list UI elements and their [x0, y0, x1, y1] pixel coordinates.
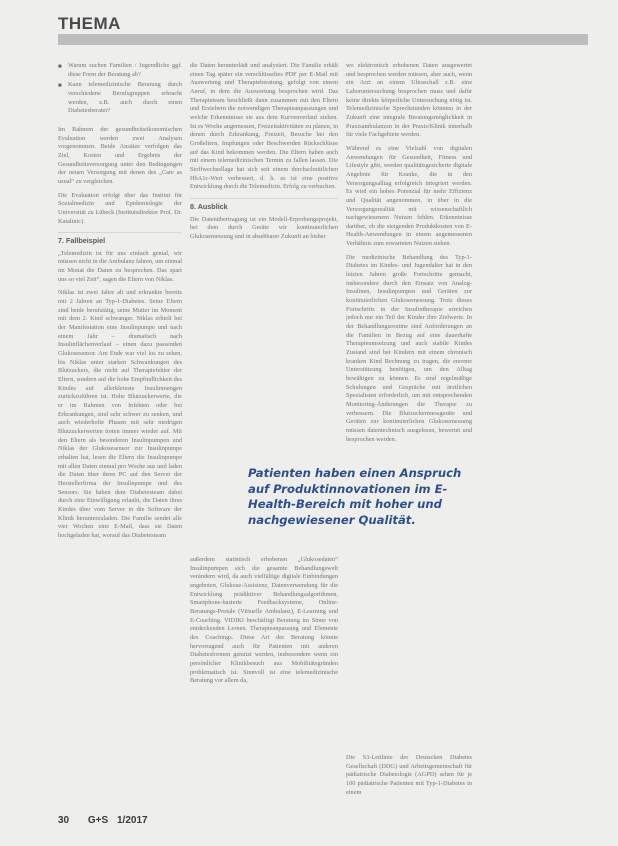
paragraph: außerdem statistisch erhobenen „Glukosedaten“ Insulinpumpen sich die gesamte Behandlungswelt verändern wird, da auch vielfältige digitale Einbindungen angeboten, Glukose-Assistenz, Datenverwendung für die Entwicklung prädiktiver Behandlungsalgorithmen, Smartphone-basierte Feedbacksysteme, Online-Beratungs-Portale (Virtuelle Ambulanz), E-Learning und E-Coaching. VIDIKI beschäftigt Beratung im Sinne von entdeckenden Lernen. Therapieanpassung und Elemente des Coachings. Diese Art der Beratung könnte hervorragend auch für Patienten mit anderen Diabetesformen genutzt werden, insbesondere wenn ein persönlicher Klinikbesuch aus Mobilitätsgründen problematisch ist. Sinnvoll ist eine telemedizinische Beratung vor allem da, — [190, 556, 338, 685]
paragraph: Die Datenübertragung ist ein Modell-Erprobungsprojekt, bei dem durch Geräte wir kontinuierlichen Glukosemessung und in absehbarer Zukunft an bisher — [190, 215, 338, 240]
paragraph: Im Rahmen der gesundheitsökonomischen Evaluation werden zwei Analysen vorgenommen. Beide Ansätze verfolgen das Ziel, Kosten und Ergebnis der Gesundheitsversorgung unter den Bedingungen der neuen Versorgung mit denen des „Care as usual“ zu vergleichen. — [58, 125, 182, 185]
column-2-bottom — [190, 556, 338, 691]
quote-paragraph: „Telemedizin ist für uns einfach genial, wir müssen nicht in die Ambulanz fahren, um einmal im Monat die Daten zu besprechen. Das spart uns so viel Zeit“, sagen die Eltern von Niklas. — [58, 249, 182, 283]
paragraph: Niklas ist zwei Jahre alt und erkrankte bereits mit 2 Jahren an Typ-1-Diabetes. Seine Eltern sind beide berufstätig, seine Mutter im Moment mit dem 2. Kind schwanger. Niklas erhielt bei der Manifestation eine Insulinpumpe und nach einem Jahr – dramatisch nach Insulinflächenverlauf – einen dazu passenden Glukosesensor. Am Ende war viel los zu sehen, bis Niklas unter starken Schwankungen des Blutzuckers, die nicht auf Therapiefehler der Eltern, sondern auf die hohe Empfindlichkeit des Kindes auf allerkleinste Insulinmengen zurückzuführen ist. Hohe Blutzuckerwerte, die er im Rahmen von Infekten oder bei Erkrankungen, sind sehr schwer zu senken, und auch wiederholte Phasen mit sehr niedrigen Blutzuckerwerten treten immer wieder auf. Mit den Eltern als besonderen Insulinpumpen und Niklas der Glukosesensor zur Insulinpumpe erhalten hat, lesen die Eltern die Insulinpumpe mit allen Daten einmal pro Woche aus und laden die Daten über ihren PC auf den Server der Herstellerfirma der Insulinpumpe und des Sensors. Sie haben dem Diabetesteam dabei durch eine Einwilligung erlaubt, die Daten ihres Kindes über vom Server in die Software der Klinik herunterzuladen. Die Familie sendet alle vier Wochen eine E-Mail, dass sie Daten hochgeladen hat, worauf das Diabetesteam — [58, 289, 182, 539]
section-label: THEMA — [58, 14, 121, 33]
paragraph: wo elektronisch erhobenen Daten ausgewertet und besprochen werden müssen, aber auch, wenn ein Arzt an einem Ultraschall z.B. eine Laboruntersuchung besprochen muss und dafür keine direkte körperliche Untersuchung nötig ist. Telemedizinische Sprechstunden könnten in der Zukunft eine integrale Beratungsmöglichkeit in Praxisambulanzen in der Praxis/Klinik innerhalb für viele Fachgebiete werden. — [346, 62, 472, 139]
paragraph: die Daten herunterlädt und analysiert. Die Familie erhält einen Tag später ein verschlüsseltes PDF per E-Mail mit Auswertung und Therapieberatung, gefolgt von einem Anruf, in dem die Auswertung besprochen wird. Das Therapieteam beschließt dann zusammen mit den Eltern und Erziehern die notwendigen Therapieanpassungen und welche Erkenntnisse sie aus dem Kurvenverlauf ziehen. Ist es Woche angemessen, Freizeitaktivitäten zu planen, in denen durch Erkrankung, Freizeit, Besuche bei den Großeltern, Impfungen oder Beschwerden Rückschlüsse auf das Kind bekommen werden. Die Eltern haben auch mit einem telemedizinischen Termin zu fallen lassen. Die Stoffwechsellage hat sich seit einem durchschnittlichen HbA1c-Wert verbessert, d. h. es ist eine positive Entwicklung durch die Telemedizin. Erfolg zu verbuchen. — [190, 62, 338, 191]
bullet-icon: ■ — [58, 64, 62, 70]
page-footer — [58, 815, 148, 826]
page-number: 30 — [58, 815, 70, 826]
paragraph: Die medizinische Behandlung des Typ-1-Diabetes im Kindes- und Jugendalter hat in den letzten Jahren große Fortschritte gemacht, insbesondere durch den Einsatz von Analog-Insulinen, Insulinpumpen und Geräten zur kontinuierlichen Glukosemessung. Trotz dieses Fortschritts in der Insulintherapie erreichen jedoch nur ein Teil der Kinder ihre Zielwerte. In der Behandlungsroutine sind Anforderungen an die Familien in Bezug auf eine dauerhafte Therapieumsetzung und auch stabile Kindes Zustand sind bei Kindern mit einem chronisch kranken Kind Rechnung zu tragen, die enorme Unterstützung benötigen, um den Alltag bewältigen zu können. Es sind regelmäßige Schulungen und Gespräche mit ärztlichen Spezialisten erforderlich, um mit entsprechenden Monitoring-Änderungen die Therapie zu verbessern. Die Blutzuckermessgeräte und Geräten zur kontinuierlichen Glukosemessung müssen datentechnisch ausgelesen, bewertet und besprochen werden. — [346, 253, 472, 443]
column-2-top — [190, 62, 338, 246]
magazine-name: G+S — [87, 815, 109, 826]
list-item: ■ Kann telemedizinische Beratung durch verschiedene Berufsgruppen erbracht werden, z.B. auch durch einen Diabetesberater? — [58, 81, 182, 115]
header-bar — [58, 34, 588, 45]
section-heading-8: 8. Ausblick — [190, 198, 338, 212]
pull-quote: Patienten haben einen Anspruch auf Produktinnovationen im E-Health-Bereich mit hoher und nachgewiesener Qualität. — [248, 466, 462, 527]
paragraph: Während es eine Vielzahl von digitalen Anwendungen für Gesundheit, Fitness und Lifestyle gibt, werden qualitätsgesicherte digitale Angebote für Kranke, die in den Versorgungsalltag erfolgreich integriert werden. Es wird ein hohes Potenzial für mehr Effizienz und Qualität angenommen, in über in die Versorgungsrealität mit wissenschaftlich nachgewiesenem Nutzen fehlen. Erkenntnisse darüber, ob die steigenden Produktkosten von E-Health-Anwendungen in einem angemessenen Verhältnis zum erwarteten Nutzen stehen. — [346, 144, 472, 248]
issue-number: 1/2017 — [116, 815, 148, 826]
paragraph: Die Evaluation erfolgt über das Institut für Sozialmedizin und Epidemiologie der Universität zu Lübeck (Institutsdirektor Prof. Dr. Katalinic). — [58, 191, 182, 225]
bullet-icon: ■ — [58, 83, 62, 90]
question-list — [58, 62, 182, 116]
column-1 — [58, 62, 182, 545]
section-heading-7: 7. Fallbeispiel — [58, 232, 182, 246]
column-3-bottom — [346, 754, 472, 802]
column-3-top — [346, 62, 472, 532]
paragraph: Die S3-Leitlinie der Deutschen Diabetes Gesellschaft (DDG) und Arbeitsgemeinschaft für pädiatrische Diabetologie (AGPD) sehen für je 100 pädiatrische Patienten mit Typ-1-Diabetes in einem — [346, 754, 472, 796]
list-item: ■ Warum suchen Familien / Jugendliche ggf. diese Form der Beratung ab? — [58, 62, 182, 78]
